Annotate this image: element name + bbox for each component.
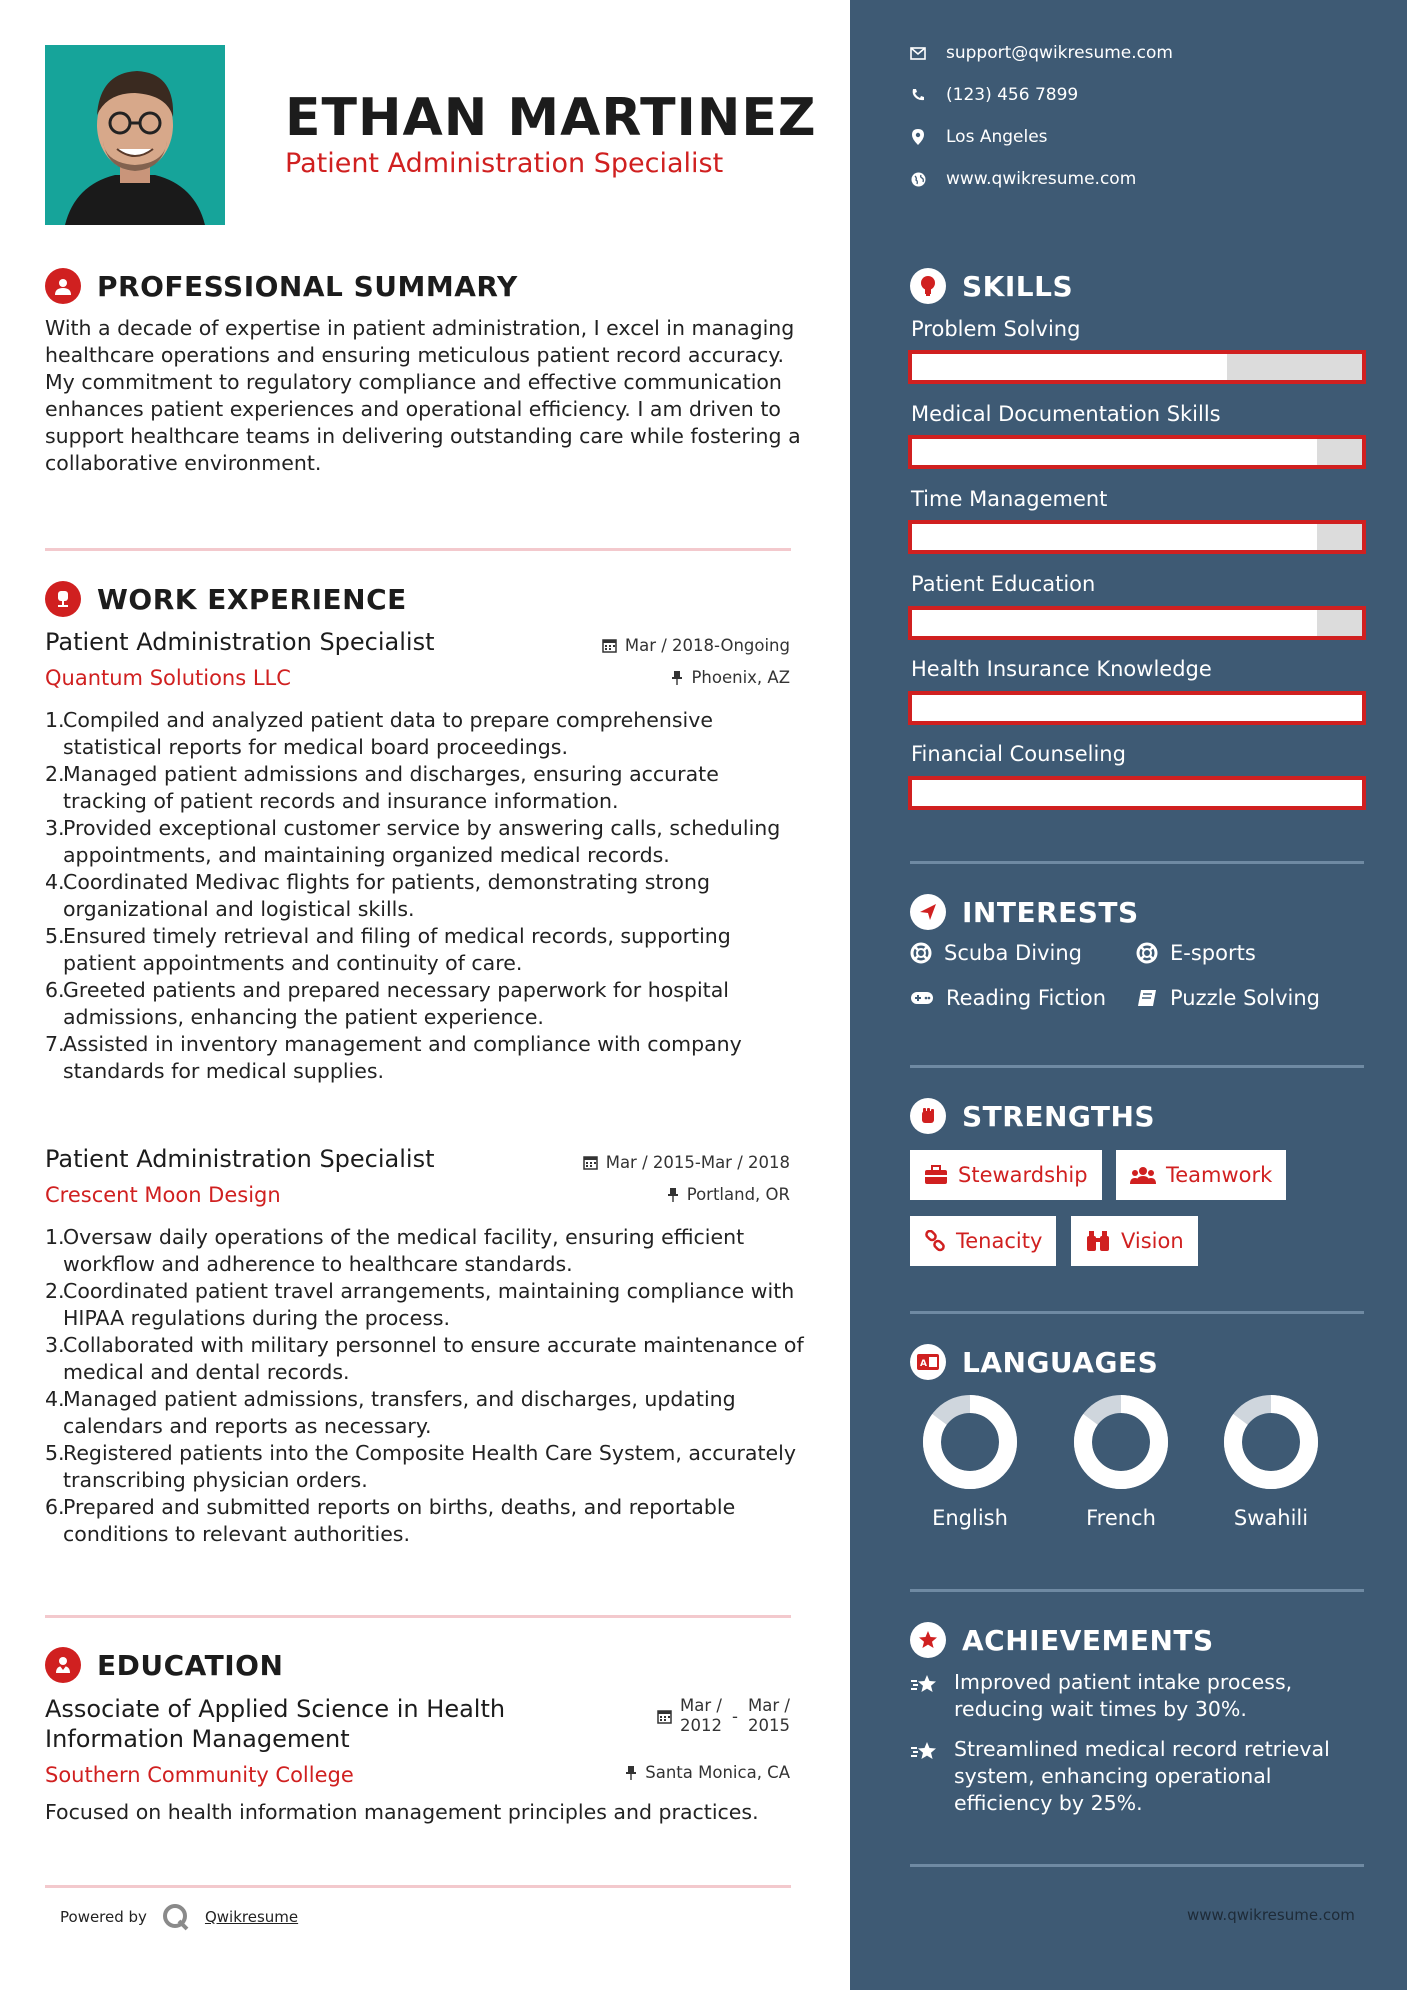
skill-bar xyxy=(908,520,1366,554)
link-icon xyxy=(924,1230,946,1252)
language-name: English xyxy=(932,1506,1008,1530)
strength-tag: Stewardship xyxy=(910,1150,1102,1200)
interests-heading xyxy=(910,894,1139,930)
list-item: 7. Assisted in inventory management and compliance with company standards for medical supplies. xyxy=(45,1032,742,1083)
job-location xyxy=(671,668,790,687)
divider xyxy=(910,1589,1364,1592)
degree-line: Associate of Applied Science in Health xyxy=(45,1695,506,1723)
job-location-text: Phoenix, AZ xyxy=(691,668,790,687)
achievement-text: Improved patient intake process, reducing wait times by 30%. xyxy=(954,1670,1293,1721)
footer-website[interactable]: www.qwikresume.com xyxy=(1187,1906,1355,1924)
star-icon xyxy=(910,1669,940,1723)
education-end: Mar / 2015 xyxy=(748,1696,790,1735)
summary-text: With a decade of expertise in patient administration, I excel in managing healthcare operations and ensuring meticulous patient record accuracy. My commitment to regulatory compliance and effective communication enhances patient experiences and operational efficiency. I am driven to support healthcare teams in delivering outstanding care while fostering a collaborative environment. xyxy=(45,316,801,475)
job-date xyxy=(602,636,790,655)
job-title: Patient Administration Specialist xyxy=(45,1145,435,1173)
skill-fill xyxy=(912,695,1362,721)
toolbox-icon xyxy=(924,1165,948,1185)
divider xyxy=(45,1885,791,1888)
list-item: 5. Ensured timely retrieval and filing of medical records, supporting patient appointments and continuity of care. xyxy=(45,924,731,975)
list-item: 4. Coordinated Medivac flights for patients, demonstrating strong organizational and logistical skills. xyxy=(45,870,710,921)
fist-icon xyxy=(910,1098,946,1134)
pin-icon xyxy=(671,670,683,685)
briefcase-icon xyxy=(45,581,81,617)
school-name: Southern Community College xyxy=(45,1763,354,1787)
languages-heading xyxy=(910,1344,1158,1380)
list-item: 6. Prepared and submitted reports on births, deaths, and reportable conditions to relevant authorities. xyxy=(45,1495,736,1546)
strengths-heading xyxy=(910,1098,1155,1134)
degree-title xyxy=(45,1694,505,1754)
list-item: 6. Greeted patients and prepared necessary paperwork for hospital admissions, enhancing the patient experience. xyxy=(45,978,729,1029)
strength-tag: Tenacity xyxy=(910,1216,1056,1266)
divider xyxy=(910,861,1364,864)
star-badge-icon xyxy=(910,1622,946,1658)
contact-website xyxy=(910,169,1136,189)
education-heading xyxy=(45,1647,283,1683)
qwikresume-logo-icon xyxy=(161,1902,191,1932)
interests-heading-label: INTERESTS xyxy=(962,895,1139,929)
contact-website-text[interactable]: www.qwikresume.com xyxy=(946,169,1137,189)
interest-item: E-sports xyxy=(1136,941,1256,965)
skill-bar xyxy=(908,435,1366,469)
book-icon xyxy=(1136,988,1158,1008)
achievement-item xyxy=(910,1736,1360,1817)
divider xyxy=(910,1864,1364,1867)
svg-text:A: A xyxy=(920,1359,927,1369)
experience-heading xyxy=(45,581,407,617)
skill-label: Health Insurance Knowledge xyxy=(911,657,1212,681)
job-location-text: Portland, OR xyxy=(686,1185,790,1204)
divider xyxy=(45,1615,791,1618)
job-duties xyxy=(45,1224,805,1548)
contact-email-text[interactable]: support@qwikresume.com xyxy=(946,43,1173,63)
skill-bar xyxy=(908,691,1366,725)
list-item: 5. Registered patients into the Composite Health Care System, accurately transcribing physician orders. xyxy=(45,1441,796,1492)
skill-bar xyxy=(908,776,1366,810)
globe-icon xyxy=(910,171,926,187)
education-description: Focused on health information management principles and practices. xyxy=(45,1800,759,1824)
language-ring xyxy=(1221,1392,1321,1492)
phone-icon xyxy=(910,87,926,103)
job-date xyxy=(583,1153,790,1172)
job-company: Quantum Solutions LLC xyxy=(45,666,291,690)
skill-bar xyxy=(908,606,1366,640)
skills-heading xyxy=(910,268,1073,304)
job-title: Patient Administration Specialist xyxy=(45,628,435,656)
achievements-heading xyxy=(910,1622,1214,1658)
skill-bar xyxy=(908,350,1366,384)
achievement-text: Streamlined medical record retrieval system, enhancing operational efficiency by 25%. xyxy=(954,1737,1330,1815)
binoculars-icon xyxy=(1085,1230,1111,1252)
life-ring-icon xyxy=(1136,942,1158,964)
language-name: Swahili xyxy=(1233,1506,1309,1530)
envelope-icon xyxy=(910,45,926,61)
job-location xyxy=(667,1185,790,1204)
contact-phone-text: (123) 456 7899 xyxy=(946,85,1079,105)
education-start: Mar / 2012 xyxy=(680,1696,723,1735)
achievements-heading-label: ACHIEVEMENTS xyxy=(962,1623,1214,1657)
list-item: 4. Managed patient admissions, transfers, and discharges, updating calendars and reports as necessary. xyxy=(45,1387,736,1438)
education-heading-label: EDUCATION xyxy=(97,1648,284,1682)
languages-heading-label: LANGUAGES xyxy=(962,1345,1159,1379)
powered-by xyxy=(60,1902,298,1932)
language-ring xyxy=(1071,1392,1171,1492)
calendar-icon xyxy=(583,1155,598,1170)
contact-location xyxy=(910,127,1048,147)
star-icon xyxy=(910,1736,940,1817)
divider xyxy=(910,1311,1364,1314)
users-icon xyxy=(1130,1165,1156,1185)
skill-label: Problem Solving xyxy=(911,317,1081,341)
map-marker-icon xyxy=(910,129,926,145)
list-item: 1. Oversaw daily operations of the medical facility, ensuring efficient workflow and adherence to healthcare standards. xyxy=(45,1225,745,1276)
strength-tag: Teamwork xyxy=(1116,1150,1286,1200)
language-item xyxy=(915,1392,1025,1530)
skill-label: Medical Documentation Skills xyxy=(911,402,1221,426)
skill-label: Time Management xyxy=(911,487,1108,511)
pin-icon xyxy=(667,1187,679,1202)
candidate-name: ETHAN MARTINEZ xyxy=(285,88,817,148)
gamepad-icon xyxy=(910,990,934,1006)
profile-photo xyxy=(45,45,225,225)
contact-phone xyxy=(910,85,1078,105)
skill-label: Patient Education xyxy=(911,572,1096,596)
education-location xyxy=(625,1763,790,1782)
skill-fill xyxy=(912,354,1227,380)
translate-icon xyxy=(910,1344,946,1380)
language-item xyxy=(1066,1392,1176,1530)
list-item: 3. Collaborated with military personnel to ensure accurate maintenance of medical and dental records. xyxy=(45,1333,804,1384)
paper-plane-icon xyxy=(910,894,946,930)
life-ring-icon xyxy=(910,942,932,964)
achievement-item xyxy=(910,1669,1360,1723)
summary-heading xyxy=(45,268,518,304)
list-item: 3. Provided exceptional customer service by answering calls, scheduling appointments, and maintaining organized medical records. xyxy=(45,816,781,867)
job-company: Crescent Moon Design xyxy=(45,1183,281,1207)
contact-location-text: Los Angeles xyxy=(946,127,1048,147)
summary-heading-label: PROFESSIONAL SUMMARY xyxy=(97,269,518,303)
list-item: 2. Managed patient admissions and discharges, ensuring accurate tracking of patient records and insurance information. xyxy=(45,762,719,813)
education-date: Mar / 2012 - Mar / 2015 xyxy=(657,1696,790,1736)
calendar-icon xyxy=(657,1709,672,1724)
interest-item: Puzzle Solving xyxy=(1136,986,1320,1010)
candidate-title: Patient Administration Specialist xyxy=(285,148,724,179)
skill-fill xyxy=(912,439,1317,465)
language-ring xyxy=(920,1392,1020,1492)
experience-heading-label: WORK EXPERIENCE xyxy=(97,582,407,616)
list-item: 2. Coordinated patient travel arrangements, maintaining compliance with HIPAA regulations during the process. xyxy=(45,1279,795,1330)
strengths-heading-label: STRENGTHS xyxy=(962,1099,1156,1133)
skills-heading-label: SKILLS xyxy=(962,269,1074,303)
skill-label: Financial Counseling xyxy=(911,742,1126,766)
pin-icon xyxy=(625,1765,637,1780)
job-date-text: Mar / 2015-Mar / 2018 xyxy=(605,1153,790,1172)
user-icon xyxy=(45,268,81,304)
powered-by-label: Powered by xyxy=(60,1908,147,1926)
calendar-icon xyxy=(602,638,617,653)
divider xyxy=(910,1065,1364,1068)
qwikresume-link[interactable]: Qwikresume xyxy=(204,1908,299,1926)
lightbulb-icon xyxy=(910,268,946,304)
divider xyxy=(45,548,791,551)
degree-line: Information Management xyxy=(45,1725,350,1753)
language-name: French xyxy=(1086,1506,1156,1530)
graduation-icon xyxy=(45,1647,81,1683)
interest-item: Scuba Diving xyxy=(910,941,1082,965)
education-location-text: Santa Monica, CA xyxy=(645,1763,790,1782)
skill-fill xyxy=(912,780,1362,806)
list-item: 1. Compiled and analyzed patient data to prepare comprehensive statistical reports for medical board proceedings. xyxy=(45,708,713,759)
job-duties xyxy=(45,707,805,1085)
skill-fill xyxy=(912,610,1317,636)
language-item xyxy=(1216,1392,1326,1530)
contact-email xyxy=(910,43,1173,63)
job-date-text: Mar / 2018-Ongoing xyxy=(624,636,790,655)
skill-fill xyxy=(912,524,1317,550)
strength-tag: Vision xyxy=(1071,1216,1198,1266)
interest-item: Reading Fiction xyxy=(910,986,1106,1010)
